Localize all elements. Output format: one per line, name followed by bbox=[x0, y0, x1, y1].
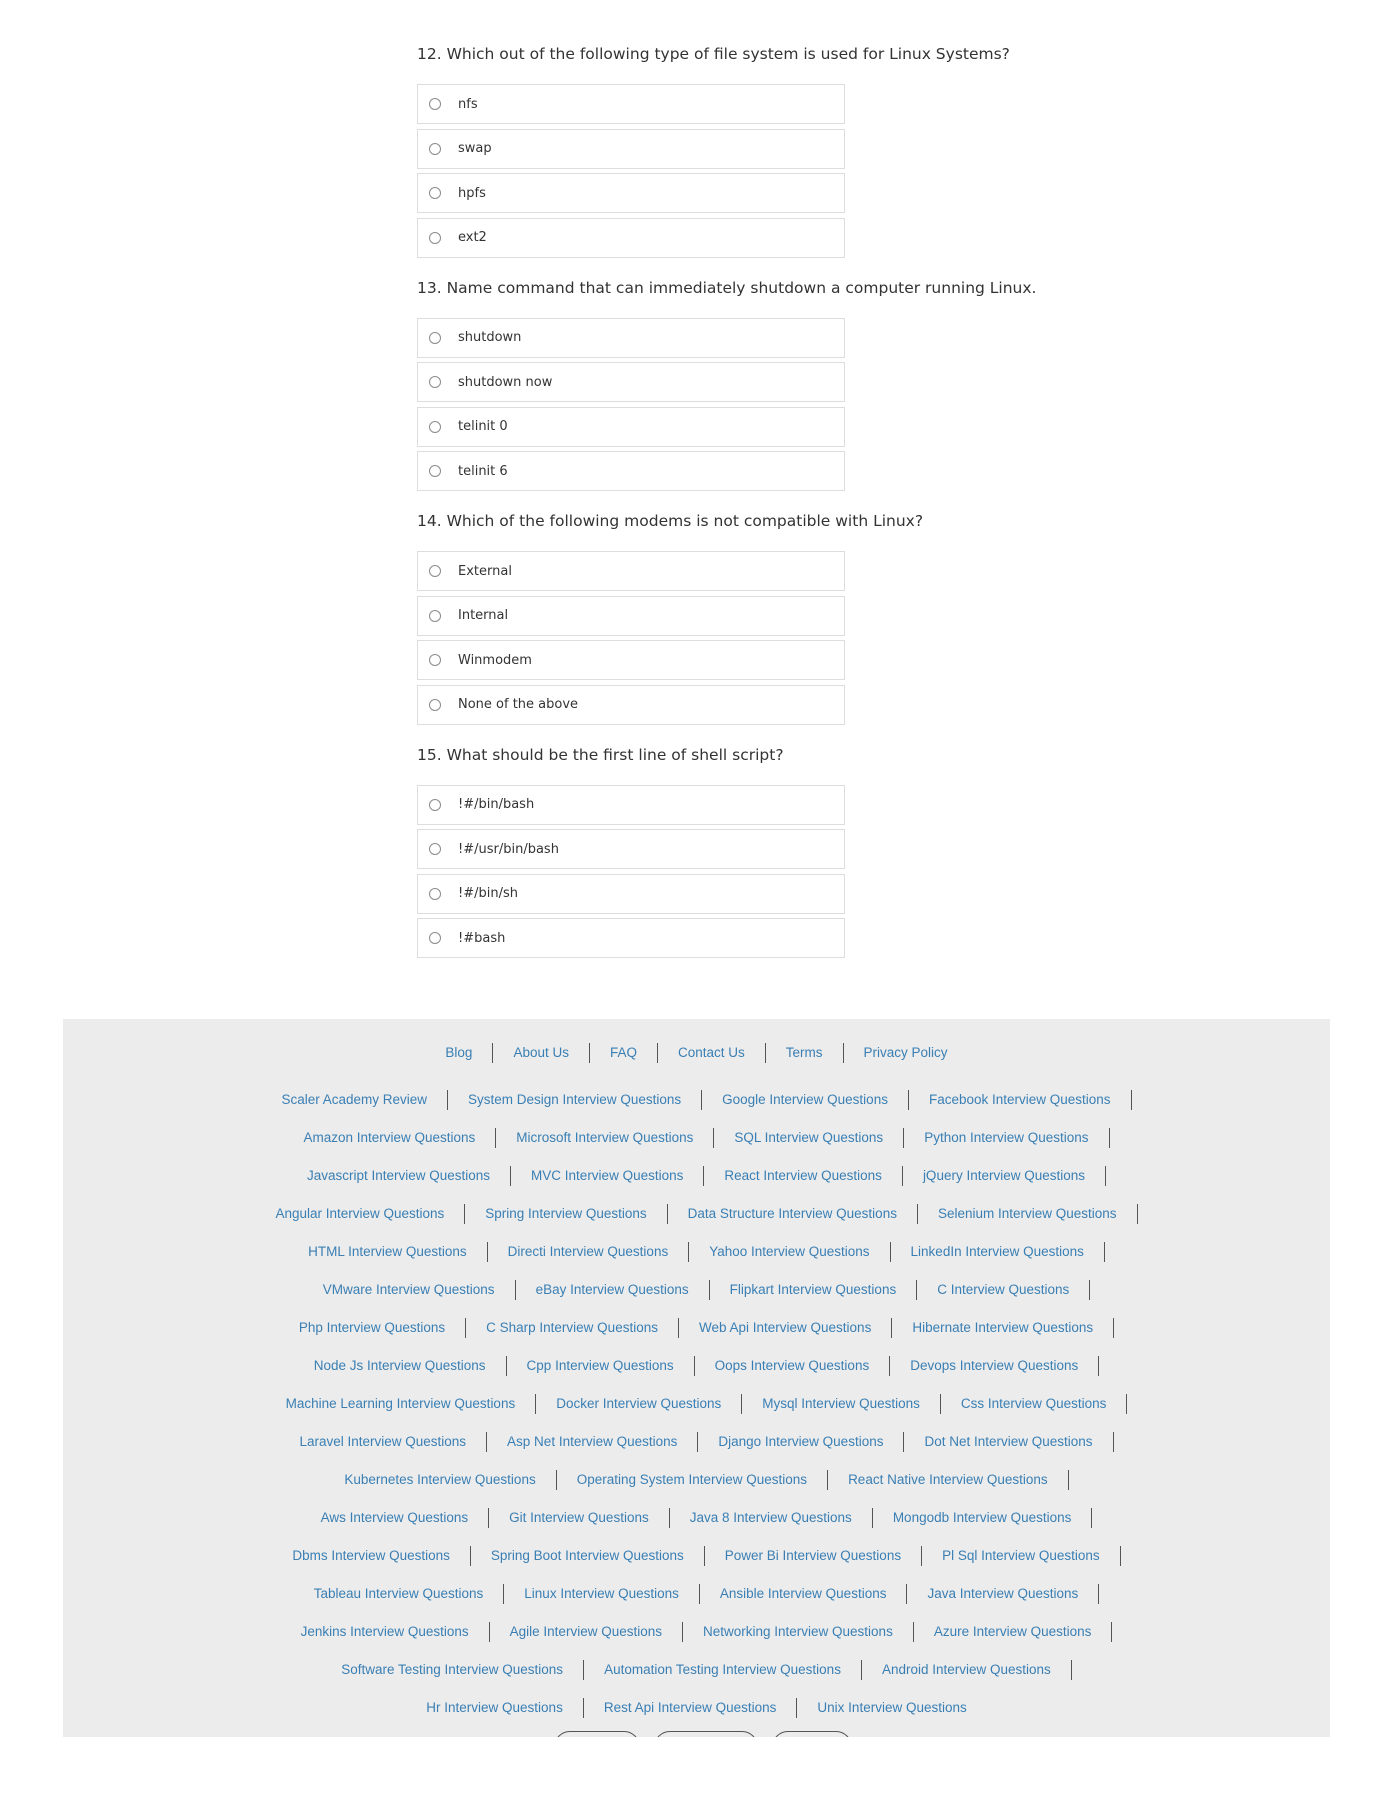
footer-link[interactable]: Cpp Interview Questions bbox=[507, 1356, 695, 1376]
footer-link[interactable]: Rest Api Interview Questions bbox=[584, 1698, 798, 1718]
footer-link[interactable]: LinkedIn Interview Questions bbox=[891, 1242, 1105, 1262]
footer-link-row bbox=[63, 1698, 1330, 1718]
footer-link-row bbox=[63, 1394, 1330, 1414]
footer-link[interactable]: C Sharp Interview Questions bbox=[466, 1318, 679, 1338]
footer-link[interactable]: Laravel Interview Questions bbox=[279, 1432, 487, 1452]
answer-option[interactable] bbox=[417, 596, 845, 636]
option-list bbox=[417, 785, 1037, 959]
footer-link-row bbox=[63, 1584, 1330, 1604]
footer-link[interactable]: Automation Testing Interview Questions bbox=[584, 1660, 862, 1680]
radio-button[interactable] bbox=[429, 565, 441, 577]
footer-link[interactable]: Android Interview Questions bbox=[862, 1660, 1072, 1680]
footer-link[interactable]: Css Interview Questions bbox=[941, 1394, 1128, 1414]
footer-link[interactable]: React Native Interview Questions bbox=[828, 1470, 1069, 1490]
question-title: 13. Name command that can immediately shutdown a computer running Linux. bbox=[417, 278, 1037, 297]
footer-link[interactable]: Machine Learning Interview Questions bbox=[266, 1394, 537, 1414]
footer-link[interactable]: Azure Interview Questions bbox=[914, 1622, 1113, 1642]
radio-button[interactable] bbox=[429, 654, 441, 666]
footer-link[interactable]: Operating System Interview Questions bbox=[557, 1470, 828, 1490]
footer-link[interactable]: Ansible Interview Questions bbox=[700, 1584, 908, 1604]
footer-link[interactable]: Spring Interview Questions bbox=[465, 1204, 667, 1224]
option-label: !#/usr/bin/bash bbox=[458, 841, 559, 857]
option-label: Internal bbox=[458, 608, 509, 623]
footer-link[interactable]: Javascript Interview Questions bbox=[287, 1166, 511, 1186]
footer-link[interactable]: Software Testing Interview Questions bbox=[321, 1660, 584, 1680]
footer-link[interactable]: Yahoo Interview Questions bbox=[689, 1242, 890, 1262]
footer-link[interactable]: Php Interview Questions bbox=[279, 1318, 466, 1338]
answer-option[interactable] bbox=[417, 173, 845, 213]
footer-link[interactable]: C Interview Questions bbox=[917, 1280, 1090, 1300]
option-label: telinit 6 bbox=[458, 463, 508, 479]
footer-link[interactable]: Google Interview Questions bbox=[702, 1090, 909, 1110]
footer-link[interactable]: SQL Interview Questions bbox=[714, 1128, 904, 1148]
footer-link[interactable]: Oops Interview Questions bbox=[695, 1356, 891, 1376]
option-label: shutdown bbox=[458, 330, 522, 345]
radio-button[interactable] bbox=[429, 376, 441, 388]
radio-button[interactable] bbox=[429, 187, 441, 199]
footer-link[interactable]: Selenium Interview Questions bbox=[918, 1204, 1138, 1224]
question-title: 14. Which of the following modems is not compatible with Linux? bbox=[417, 512, 924, 530]
radio-button[interactable] bbox=[429, 699, 441, 711]
radio-button[interactable] bbox=[429, 98, 441, 110]
radio-button[interactable] bbox=[429, 232, 441, 244]
footer-link[interactable]: Scaler Academy Review bbox=[261, 1090, 448, 1110]
footer-link[interactable]: Java 8 Interview Questions bbox=[670, 1508, 873, 1528]
footer-link[interactable]: Mysql Interview Questions bbox=[742, 1394, 941, 1414]
footer-link[interactable]: Agile Interview Questions bbox=[490, 1622, 683, 1642]
radio-button[interactable] bbox=[429, 843, 441, 855]
option-label: External bbox=[458, 563, 512, 579]
radio-button[interactable] bbox=[429, 465, 441, 477]
footer-link-row bbox=[63, 1166, 1330, 1186]
option-list bbox=[417, 551, 1037, 725]
radio-button[interactable] bbox=[429, 332, 441, 344]
footer-link-row bbox=[63, 1242, 1330, 1262]
answer-option[interactable] bbox=[417, 218, 845, 258]
footer-link-terms[interactable]: Terms bbox=[766, 1043, 844, 1063]
footer-link[interactable]: HTML Interview Questions bbox=[288, 1242, 488, 1262]
answer-option[interactable] bbox=[417, 785, 845, 825]
option-label: swap bbox=[458, 141, 492, 156]
answer-option[interactable] bbox=[417, 874, 845, 914]
footer-link[interactable]: Linux Interview Questions bbox=[504, 1584, 700, 1604]
footer-link[interactable]: Asp Net Interview Questions bbox=[487, 1432, 698, 1452]
footer-link-row bbox=[63, 1470, 1330, 1490]
footer-link-row bbox=[63, 1622, 1330, 1642]
footer-link[interactable]: MVC Interview Questions bbox=[511, 1166, 704, 1186]
footer-link[interactable]: Networking Interview Questions bbox=[683, 1622, 914, 1642]
footer-link[interactable]: Facebook Interview Questions bbox=[909, 1090, 1132, 1110]
footer-link[interactable]: Jenkins Interview Questions bbox=[281, 1622, 490, 1642]
quiz-section bbox=[417, 40, 1037, 974]
answer-option[interactable] bbox=[417, 318, 845, 358]
footer-link[interactable]: Power Bi Interview Questions bbox=[705, 1546, 922, 1566]
answer-option[interactable] bbox=[417, 918, 845, 958]
footer-link[interactable]: System Design Interview Questions bbox=[448, 1090, 702, 1110]
footer-link-row bbox=[63, 1508, 1330, 1528]
answer-option[interactable] bbox=[417, 640, 845, 680]
radio-button[interactable] bbox=[429, 421, 441, 433]
footer-link[interactable]: Git Interview Questions bbox=[489, 1508, 670, 1528]
footer-link-row bbox=[63, 1090, 1330, 1110]
footer-link[interactable]: Flipkart Interview Questions bbox=[710, 1280, 918, 1300]
radio-button[interactable] bbox=[429, 888, 441, 900]
footer-primary-links bbox=[63, 1043, 1330, 1063]
answer-option[interactable] bbox=[417, 551, 845, 591]
footer-link[interactable]: Django Interview Questions bbox=[698, 1432, 904, 1452]
option-label: telinit 0 bbox=[458, 419, 508, 434]
footer-link[interactable]: jQuery Interview Questions bbox=[903, 1166, 1106, 1186]
footer-link[interactable]: Unix Interview Questions bbox=[817, 1700, 967, 1715]
footer-link-contact-us[interactable]: Contact Us bbox=[658, 1043, 766, 1063]
footer-link-about-us[interactable]: About Us bbox=[493, 1043, 590, 1063]
question bbox=[417, 741, 1037, 959]
site-footer bbox=[63, 1019, 1330, 1737]
footer-pill-button[interactable] bbox=[772, 1731, 852, 1737]
footer-link-blog[interactable]: Blog bbox=[425, 1043, 493, 1063]
footer-link[interactable]: Pl Sql Interview Questions bbox=[922, 1546, 1121, 1566]
option-label: hpfs bbox=[458, 185, 486, 201]
footer-link-row bbox=[63, 1546, 1330, 1566]
footer-link[interactable]: Mongodb Interview Questions bbox=[873, 1508, 1093, 1528]
footer-link-row bbox=[63, 1432, 1330, 1452]
footer-link[interactable]: Node Js Interview Questions bbox=[294, 1356, 507, 1376]
footer-link[interactable]: Web Api Interview Questions bbox=[679, 1318, 892, 1338]
footer-link[interactable]: VMware Interview Questions bbox=[303, 1280, 516, 1300]
footer-link[interactable]: Dbms Interview Questions bbox=[272, 1546, 471, 1566]
radio-button[interactable] bbox=[429, 799, 441, 811]
footer-social-buttons bbox=[63, 1731, 1330, 1737]
footer-link-privacy-policy[interactable]: Privacy Policy bbox=[863, 1045, 948, 1060]
option-label: ext2 bbox=[458, 230, 487, 245]
option-label: !#/bin/sh bbox=[458, 886, 518, 901]
answer-option[interactable] bbox=[417, 407, 845, 447]
answer-option[interactable] bbox=[417, 129, 845, 169]
question-title: 12. Which out of the following type of file system is used for Linux Systems? bbox=[417, 45, 1010, 63]
footer-link[interactable]: Angular Interview Questions bbox=[255, 1204, 465, 1224]
footer-pill-button[interactable] bbox=[654, 1731, 758, 1737]
footer-link-row bbox=[63, 1356, 1330, 1376]
radio-button[interactable] bbox=[429, 610, 441, 622]
footer-link[interactable]: eBay Interview Questions bbox=[516, 1280, 710, 1300]
footer-link[interactable]: Python Interview Questions bbox=[904, 1128, 1109, 1148]
answer-option[interactable] bbox=[417, 451, 845, 491]
footer-link[interactable]: Amazon Interview Questions bbox=[283, 1128, 496, 1148]
footer-link-row bbox=[63, 1318, 1330, 1338]
footer-link[interactable]: Devops Interview Questions bbox=[890, 1356, 1099, 1376]
footer-link-row bbox=[63, 1660, 1330, 1680]
option-label: !#bash bbox=[458, 930, 506, 946]
footer-pill-button[interactable] bbox=[554, 1731, 640, 1737]
option-label: Winmodem bbox=[458, 652, 532, 668]
option-label: nfs bbox=[458, 96, 478, 112]
footer-link-row bbox=[63, 1204, 1330, 1224]
footer-link[interactable]: Docker Interview Questions bbox=[536, 1394, 742, 1414]
option-label: None of the above bbox=[458, 697, 579, 712]
footer-link[interactable]: Directi Interview Questions bbox=[488, 1242, 690, 1262]
footer-link-row bbox=[63, 1280, 1330, 1300]
question bbox=[417, 274, 1037, 492]
footer-link[interactable]: Hr Interview Questions bbox=[406, 1698, 584, 1718]
option-list bbox=[417, 84, 1037, 258]
answer-option[interactable] bbox=[417, 84, 845, 124]
footer-link[interactable]: Data Structure Interview Questions bbox=[668, 1204, 918, 1224]
question-title: 15. What should be the first line of shell script? bbox=[417, 745, 784, 764]
option-label: shutdown now bbox=[458, 374, 553, 390]
question bbox=[417, 507, 1037, 725]
option-label: !#/bin/bash bbox=[458, 797, 535, 812]
answer-option[interactable] bbox=[417, 685, 845, 725]
answer-option[interactable] bbox=[417, 362, 845, 402]
option-list bbox=[417, 318, 1037, 492]
footer-link[interactable]: Dot Net Interview Questions bbox=[904, 1432, 1113, 1452]
answer-option[interactable] bbox=[417, 829, 845, 869]
question bbox=[417, 40, 1037, 258]
footer-link-row bbox=[63, 1128, 1330, 1148]
footer-link[interactable]: Microsoft Interview Questions bbox=[496, 1128, 714, 1148]
footer-link[interactable]: Spring Boot Interview Questions bbox=[471, 1546, 705, 1566]
radio-button[interactable] bbox=[429, 932, 441, 944]
radio-button[interactable] bbox=[429, 143, 441, 155]
footer-link[interactable]: Aws Interview Questions bbox=[301, 1508, 490, 1528]
footer-link[interactable]: Hibernate Interview Questions bbox=[892, 1318, 1114, 1338]
footer-link-faq[interactable]: FAQ bbox=[590, 1043, 658, 1063]
footer-link[interactable]: Kubernetes Interview Questions bbox=[324, 1470, 556, 1490]
footer-link[interactable]: React Interview Questions bbox=[704, 1166, 903, 1186]
footer-link[interactable]: Java Interview Questions bbox=[907, 1584, 1099, 1604]
footer-link[interactable]: Tableau Interview Questions bbox=[294, 1584, 505, 1604]
